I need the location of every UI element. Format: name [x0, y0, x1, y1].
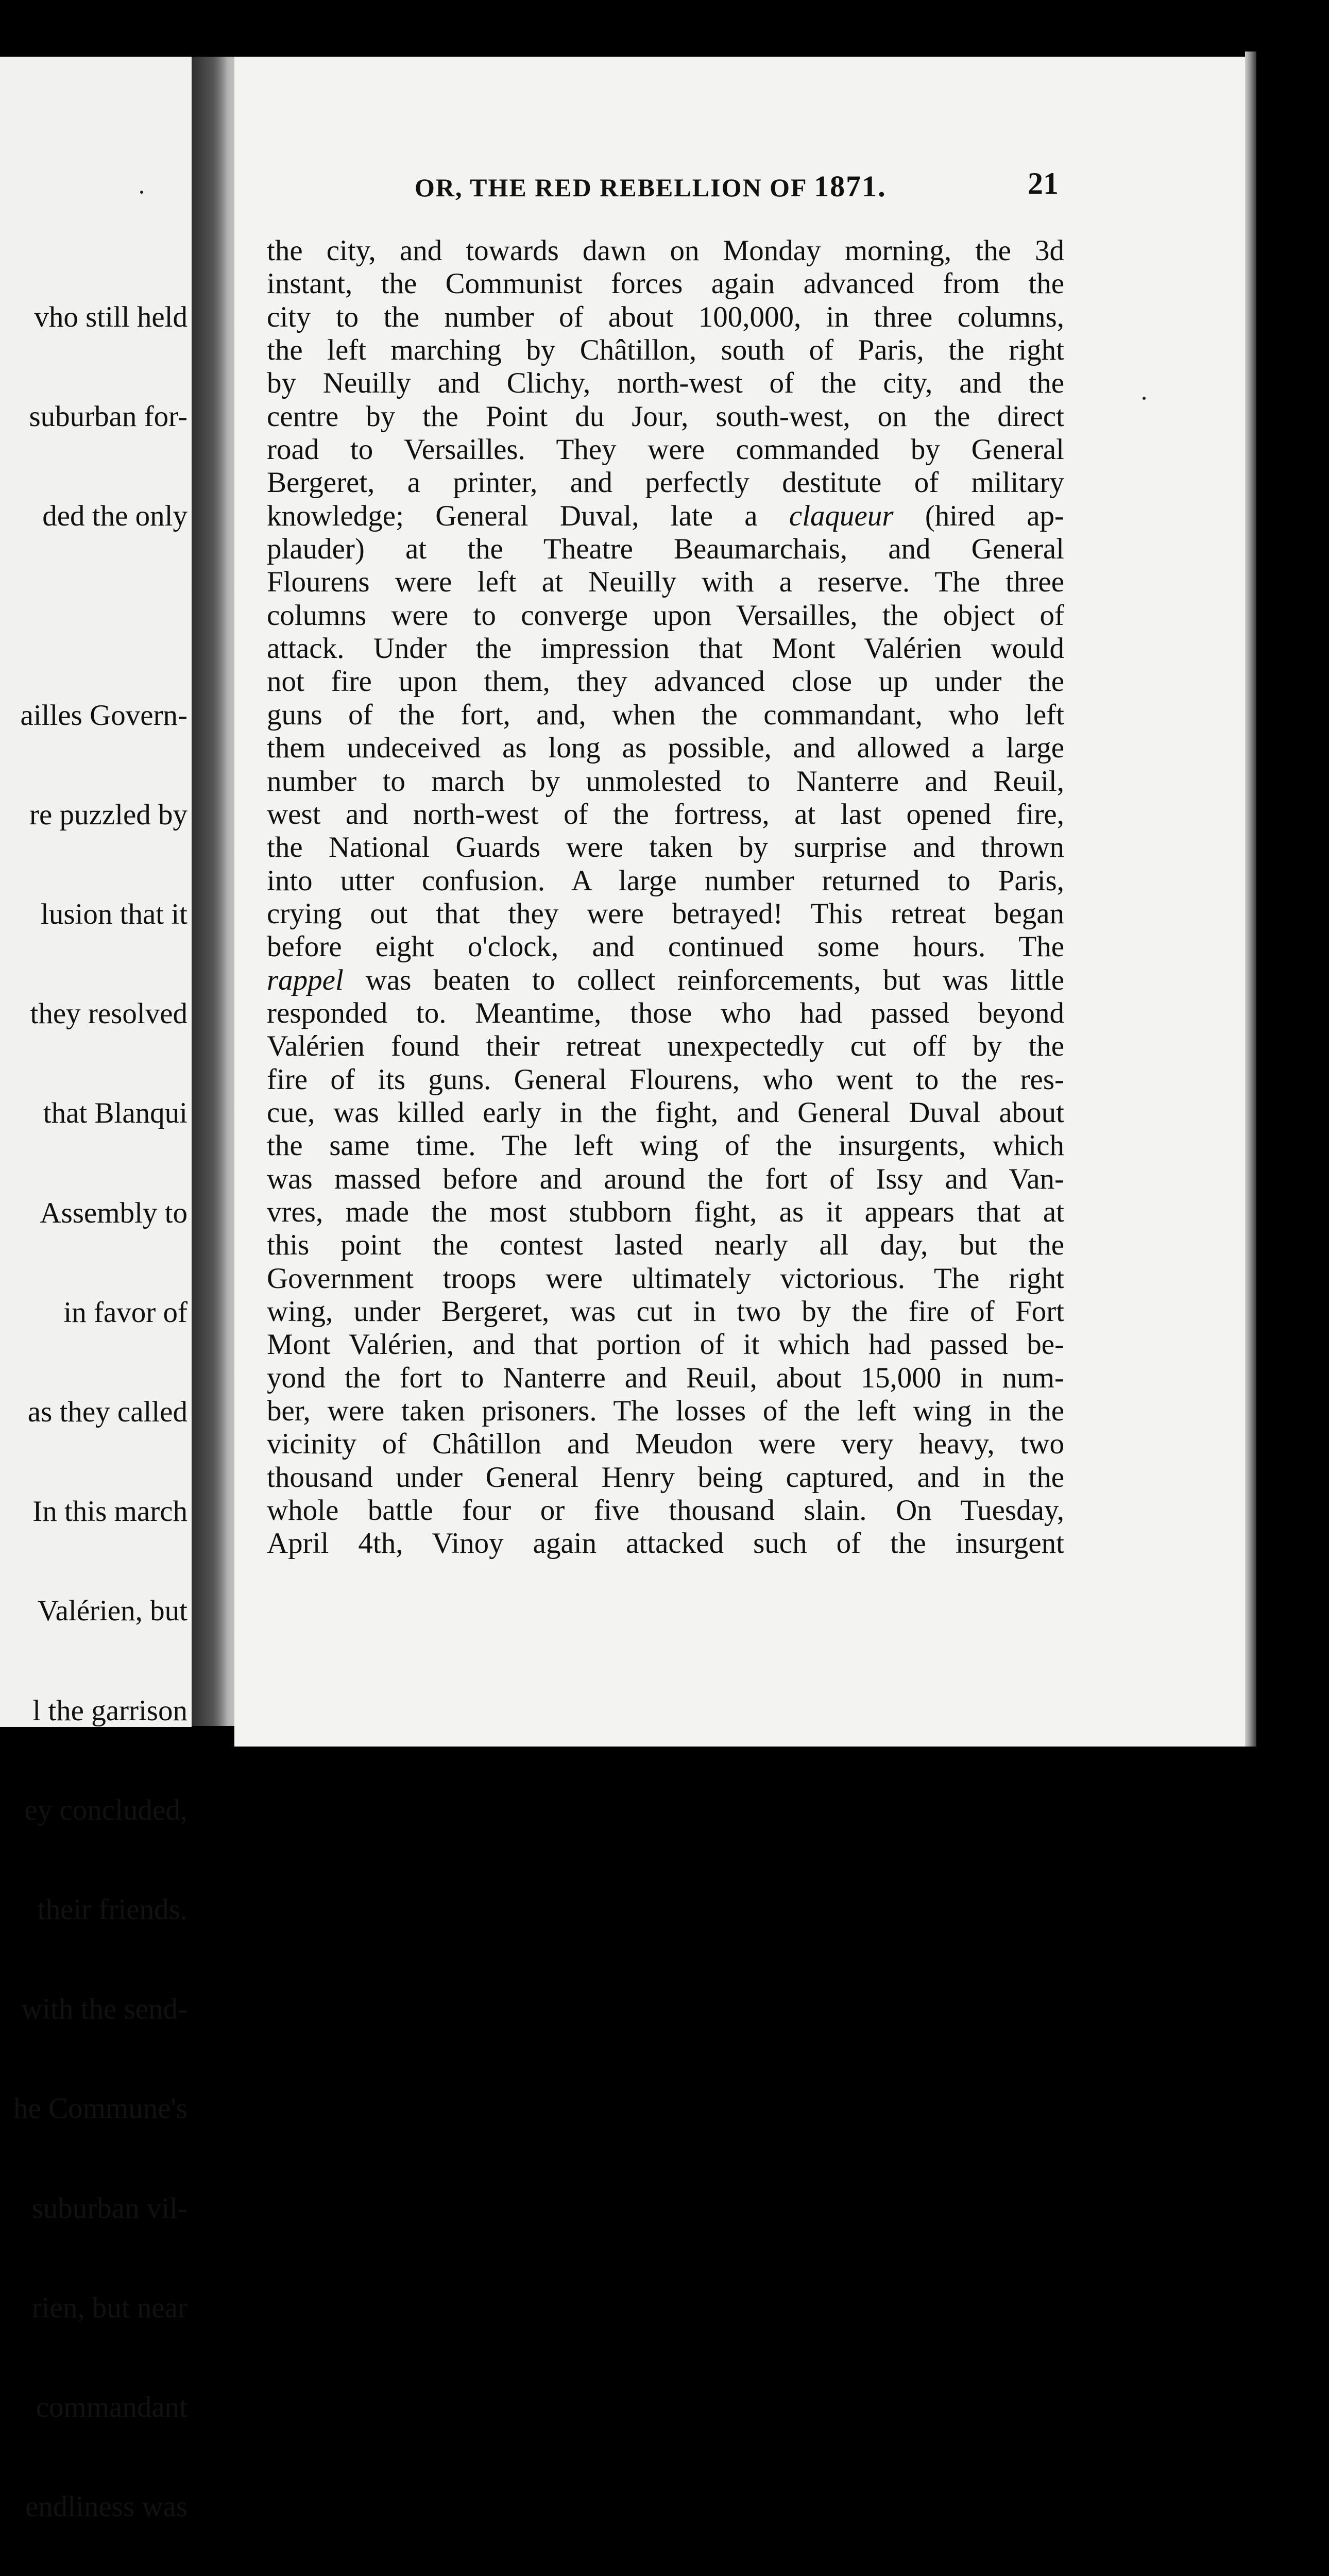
left-text-line: rien, but near: [31, 2291, 188, 2324]
left-text-line: lusion that it: [41, 898, 188, 931]
running-head-year: 1871.: [814, 170, 887, 203]
text-line: Mont Valérien, and that portion of it which had passed be-: [267, 1328, 1064, 1361]
text-line: the left marching by Châtillon, south of Paris, the right: [267, 334, 1064, 367]
text-line: responded to. Meantime, those who had passed beyond: [267, 996, 1064, 1029]
text-line: cue, was killed early in the fight, and General Duval about: [267, 1096, 1064, 1129]
text-line: fire of its guns. General Flourens, who went to the res-: [267, 1063, 1064, 1096]
left-text-line: endliness was: [25, 2490, 188, 2523]
text-line: the same time. The left wing of the insurgents, which: [267, 1129, 1064, 1162]
left-text-line: Assembly to: [40, 1196, 188, 1229]
text-line: the National Guards were taken by surprise and thrown: [267, 831, 1064, 864]
text-line: Bergeret, a printer, and perfectly destitute of military: [267, 466, 1064, 499]
text-line: ber, were taken prisoners. The losses of the left wing in the: [267, 1395, 1064, 1428]
text-line: this point the contest lasted nearly all day, but the: [267, 1229, 1064, 1262]
text-line: crying out that they were betrayed! This retreat began: [267, 897, 1064, 930]
dust-speck: [140, 191, 143, 194]
page-number: 21: [1028, 166, 1059, 200]
text-line: plauder) at the Theatre Beaumarchais, and General: [267, 533, 1064, 566]
text-line: vicinity of Châtillon and Meudon were very heavy, two: [267, 1428, 1064, 1461]
page-edge-shadow: [1245, 52, 1256, 1747]
text-line: them undeceived as long as possible, and allowed a large: [267, 732, 1064, 765]
running-head: [415, 169, 887, 204]
left-text-line: ey concluded,: [24, 1793, 188, 1826]
text-line: vres, made the most stubborn fight, as it appears that at: [267, 1195, 1064, 1228]
left-text-line: their friends.: [37, 1893, 188, 1926]
text-line: number to march by unmolested to Nanterre and Reuil,: [267, 765, 1064, 798]
text-line: April 4th, Vinoy again attacked such of the insurgent: [267, 1527, 1064, 1560]
running-head-title: OR, THE RED REBELLION OF: [415, 173, 807, 202]
text-line: instant, the Communist forces again advanced from the: [267, 267, 1064, 300]
text-line: attack. Under the impression that Mont Valérien would: [267, 632, 1064, 665]
left-text-line: in favor of: [63, 1296, 188, 1329]
text-line: not fire upon them, they advanced close up under the: [267, 665, 1064, 698]
text-line: was massed before and around the fort of Issy and Van-: [267, 1162, 1064, 1195]
italic-word: rappel: [267, 963, 344, 996]
text-line: whole battle four or five thousand slain. On Tuesday,: [267, 1494, 1064, 1527]
left-text-line: they resolved: [30, 997, 188, 1030]
left-text-line: re puzzled by: [29, 798, 188, 831]
italic-word: claqueur: [789, 499, 894, 532]
text-line: rappel was beaten to collect reinforcements, but was little: [267, 963, 1064, 996]
left-text-line: [0, 599, 188, 632]
left-text-line: ded the only: [42, 500, 188, 533]
left-text-line: with the send-: [21, 1993, 188, 2026]
text-line: thousand under General Henry being captured, and in the: [267, 1461, 1064, 1494]
text-line: guns of the fort, and, when the commandant, who left: [267, 698, 1064, 731]
left-facing-page: [0, 57, 192, 2523]
text-line: the city, and towards dawn on Monday morning, the 3d: [267, 234, 1064, 267]
text-line: Valérien found their retreat unexpectedly cut off by the: [267, 1030, 1064, 1063]
left-text-line: ailles Govern-: [20, 699, 188, 732]
text-line: Flourens were left at Neuilly with a reserve. The three: [267, 566, 1064, 599]
body-text: [267, 234, 1064, 1561]
left-text-line: suburban vil-: [31, 2192, 188, 2225]
left-page-text: [0, 234, 188, 2576]
text-line: by Neuilly and Clichy, north-west of the city, and the: [267, 367, 1064, 400]
text-line: into utter confusion. A large number returned to Paris,: [267, 864, 1064, 897]
left-text-line: he Commune's: [13, 2092, 188, 2125]
text-line: Government troops were ultimately victorious. The right: [267, 1262, 1064, 1295]
dust-speck: [1143, 397, 1146, 400]
left-text-line: In this march: [32, 1495, 188, 1528]
text-line: columns were to converge upon Versailles, the object of: [267, 599, 1064, 632]
left-text-line: suburban for-: [29, 400, 188, 433]
text-line: wing, under Bergeret, was cut in two by the fire of Fort: [267, 1295, 1064, 1328]
text-line: knowledge; General Duval, late a claqueur (hired ap-: [267, 499, 1064, 532]
text-line: road to Versailles. They were commanded by General: [267, 433, 1064, 466]
left-text-line: vho still held: [34, 300, 188, 333]
text-line: before eight o'clock, and continued some hours. The: [267, 930, 1064, 963]
left-text-line: that Blanqui: [43, 1097, 188, 1130]
left-text-line: commandant: [36, 2391, 188, 2424]
text-line: centre by the Point du Jour, south-west, on the direct: [267, 400, 1064, 433]
left-text-line: Valérien, but: [37, 1595, 188, 1628]
book-gutter-dark-edge: [192, 57, 228, 1726]
text-line: yond the fort to Nanterre and Reuil, about 15,000 in num-: [267, 1361, 1064, 1394]
text-line: city to the number of about 100,000, in three columns,: [267, 300, 1064, 333]
text-line: west and north-west of the fortress, at last opened fire,: [267, 798, 1064, 831]
left-text-line: as they called: [27, 1396, 188, 1429]
left-text-line: l the garrison: [32, 1694, 188, 1727]
